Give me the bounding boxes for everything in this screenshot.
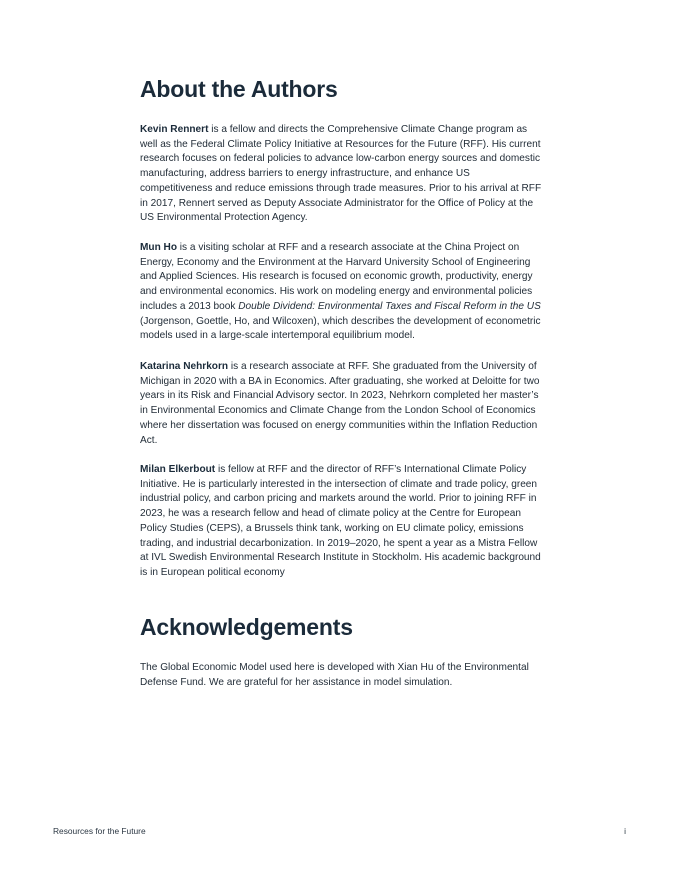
acknowledgements-heading: Acknowledgements xyxy=(140,614,353,640)
about-authors-heading: About the Authors xyxy=(140,76,338,102)
author-bio-katarina-nehrkorn xyxy=(140,360,542,448)
author-name: Kevin Rennert xyxy=(140,124,209,135)
author-name: Katarina Nehrkorn xyxy=(140,361,229,372)
author-bio-text-after: (Jorgenson, Goettle, Ho, and Wilcoxen), which describes the development of econometric models used in a large-scale intertemporal equilibrium model. xyxy=(140,315,541,342)
author-name: Mun Ho xyxy=(140,242,177,253)
author-bio-milan-elkerbout xyxy=(140,463,542,581)
author-bio-text: is a visiting scholar at RFF and a research associate at the China Project on Energy, Economy and the Environment at the Harvard University School of Engineering and Applied Sciences. His research is focused on economic growth, productivity, energy and environmental economics. His work on modeling energy and environmental policies includes a 2013 book xyxy=(140,242,533,312)
footer-organization: Resources for the Future xyxy=(53,826,146,836)
author-bio-text: is a research associate at RFF. She graduated from the University of Michigan in 2020 with a BA in Economics. After graduating, she worked at Deloitte for two years in its Risk and Financial Advisory sector. In 2023, Nehrkorn completed her master’s in Environmental Economics and Climate Change from the London School of Economics where her dissertation was focused on energy communities within the Inflation Reduction Act. xyxy=(140,361,540,446)
acknowledgements-text: The Global Economic Model used here is developed with Xian Hu of the Environmental Defense Fund. We are grateful for her assistance in model simulation. xyxy=(140,662,529,688)
author-bio-mun-ho xyxy=(140,241,542,344)
author-bio-text: is fellow at RFF and the director of RFF’s International Climate Policy Initiative. He is particularly interested in the intersection of climate and trade policy, green industrial policy, and carbon pricing and markets around the world. Prior to joining RFF in 2023, he was a research fellow and head of climate policy at the Centre for European Policy Studies (CEPS), a Brussels think tank, working on EU climate policy, emissions trading, and industrial decarbonization. In 2019–2020, he spent a year as a Mistra Fellow at IVL Swedish Environmental Research Institute in Stockholm. His academic background is in European political economy xyxy=(140,464,541,578)
footer-page-number: i xyxy=(624,826,626,836)
author-name: Milan Elkerbout xyxy=(140,464,216,475)
author-bio-kevin-rennert xyxy=(140,123,542,226)
author-bio-text: is a fellow and directs the Comprehensive Climate Change program as well as the Federal Climate Policy Initiative at Resources for the Future (RFF). His current research focuses on federal policies to advance low-carbon energy sources and domestic manufacturing, address barriers to energy infrastructure, and enhance US competitiveness and reduce emissions through trade measures. Prior to his arrival at RFF in 2017, Rennert served as Deputy Associate Administrator for the Office of Policy at the US Environmental Protection Agency. xyxy=(140,124,542,224)
book-title: Double Dividend: Environmental Taxes and Fiscal Reform in the US xyxy=(238,300,541,312)
